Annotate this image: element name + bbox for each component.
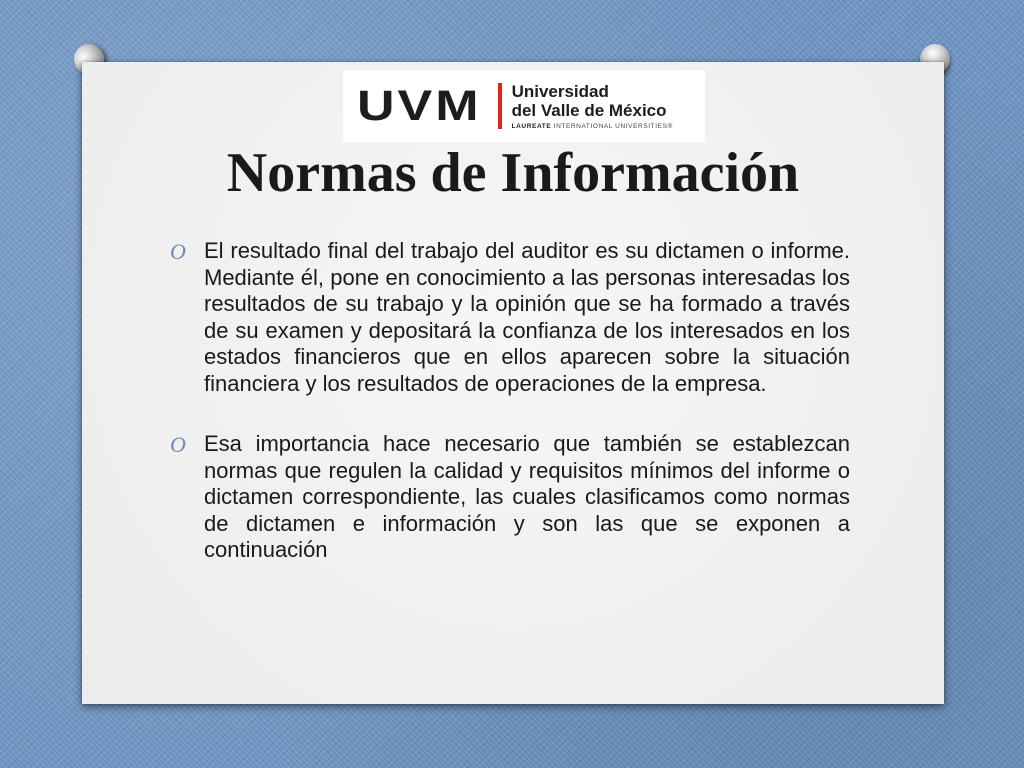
logo-name-line2: del Valle de México [511,101,667,120]
bullet-marker-icon: O [170,239,186,264]
logo-divider [498,83,502,129]
uvm-logo [343,70,705,142]
logo-subtitle [512,123,673,130]
bullet-item [170,238,850,397]
logo-name-line1: Universidad [511,82,609,101]
logo-subtitle-bold: LAUREATE [511,123,552,130]
logo-text [512,82,673,130]
bullet-item [170,431,850,564]
bullet-marker-icon: O [170,432,186,457]
bullet-text: El resultado final del trabajo del auditor es su dictamen o informe. Mediante él, pone en conocimiento a las personas interesadas los resultados de su trabajo y la opinión que se ha formado a través de su examen y depositará la confianza de los interesados en los estados financieros que en ellos aparecen sobre la situación financiera y los resultados de operaciones de la empresa. [204,238,850,396]
slide-title: Normas de Información [226,142,800,204]
bullet-list [170,238,850,598]
bullet-text: Esa importancia hace necesario que también se establezcan normas que regulen la calidad y requisitos mínimos del informe o dictamen correspondiente, las cuales clasificamos como normas de dictamen e información y son las que se exponen a continuación [204,431,850,562]
logo-subtitle-rest: INTERNATIONAL UNIVERSITIES® [553,123,673,130]
logo-mark: UVM [357,82,482,130]
